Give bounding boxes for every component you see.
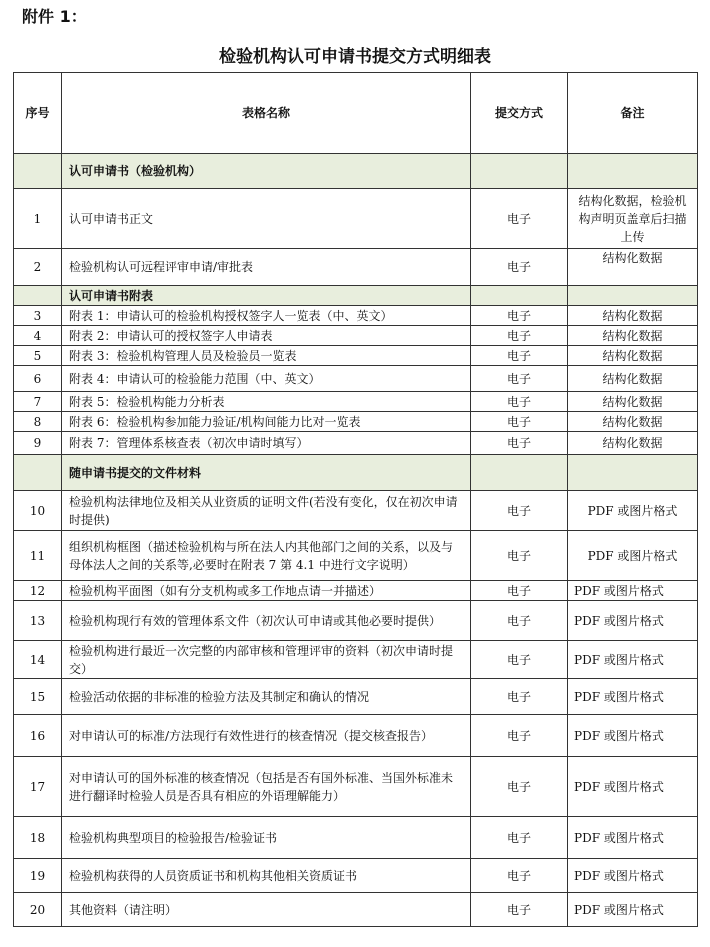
row-remark: 结构化数据 [568,392,698,412]
row-remark: 结构化数据 [568,306,698,326]
row-number: 9 [14,432,62,455]
table-row [14,346,698,366]
section-method-cell [471,286,568,306]
row-remark: PDF 或图片格式 [568,859,698,893]
row-form-name: 附表 5：检验机构能力分析表 [62,392,471,412]
row-form-name: 附表 6：检验机构参加能力验证/机构间能力比对一览表 [62,412,471,432]
row-form-name: 附表 1：申请认可的检验机构授权签字人一览表（中、英文） [62,306,471,326]
row-submission-method: 电子 [471,491,568,531]
row-remark: PDF 或图片格式 [568,581,698,601]
row-remark: 结构化数据 [568,432,698,455]
row-form-name: 附表 4：申请认可的检验能力范围（中、英文） [62,366,471,392]
row-remark: 结构化数据 [568,366,698,392]
row-submission-method: 电子 [471,412,568,432]
row-number: 11 [14,531,62,581]
table-row [14,817,698,859]
row-submission-method: 电子 [471,893,568,927]
row-number: 14 [14,641,62,679]
row-number: 7 [14,392,62,412]
row-number: 10 [14,491,62,531]
header-method: 提交方式 [471,73,568,154]
section-row [14,154,698,189]
section-remark-cell [568,286,698,306]
row-form-name: 检验机构进行最近一次完整的内部审核和管理评审的资料（初次申请时提交） [62,641,471,679]
table-row [14,715,698,757]
row-number: 3 [14,306,62,326]
table-row [14,306,698,326]
table-row [14,641,698,679]
row-remark: PDF 或图片格式 [568,893,698,927]
row-submission-method: 电子 [471,859,568,893]
row-submission-method: 电子 [471,641,568,679]
section-title: 随申请书提交的文件材料 [62,455,471,491]
row-number: 16 [14,715,62,757]
row-remark: 结构化数据 [568,346,698,366]
row-remark: PDF 或图片格式 [568,715,698,757]
table-row [14,531,698,581]
row-remark: PDF 或图片格式 [568,641,698,679]
header-row [14,73,698,154]
table-row [14,757,698,817]
section-title: 认可申请书（检验机构） [62,154,471,189]
row-remark: PDF 或图片格式 [568,817,698,859]
row-remark: 结构化数据 [568,412,698,432]
section-no-cell [14,286,62,306]
page-title: 检验机构认可申请书提交方式明细表 [219,47,491,67]
row-number: 4 [14,326,62,346]
row-submission-method: 电子 [471,757,568,817]
row-number: 18 [14,817,62,859]
row-form-name: 附表 2：申请认可的授权签字人申请表 [62,326,471,346]
table-row [14,581,698,601]
row-number: 17 [14,757,62,817]
row-form-name: 检验活动依据的非标准的检验方法及其制定和确认的情况 [62,679,471,715]
row-remark: PDF 或图片格式 [568,679,698,715]
row-number: 6 [14,366,62,392]
section-no-cell [14,455,62,491]
row-submission-method: 电子 [471,392,568,412]
table-row [14,189,698,249]
row-number: 2 [14,249,62,286]
row-submission-method: 电子 [471,189,568,249]
header-remark: 备注 [568,73,698,154]
section-row [14,286,698,306]
row-number: 12 [14,581,62,601]
table-row [14,249,698,286]
row-form-name: 检验机构获得的人员资质证书和机构其他相关资质证书 [62,859,471,893]
table-row [14,366,698,392]
row-remark: PDF 或图片格式 [568,601,698,641]
annex-label: 附件 1： [22,7,87,26]
table-row [14,601,698,641]
section-method-cell [471,154,568,189]
row-submission-method: 电子 [471,715,568,757]
section-title: 认可申请书附表 [62,286,471,306]
section-row [14,455,698,491]
row-form-name: 检验机构认可远程评审申请/审批表 [62,249,471,286]
row-number: 1 [14,189,62,249]
table-row [14,412,698,432]
row-number: 15 [14,679,62,715]
table-row [14,326,698,346]
section-remark-cell [568,455,698,491]
row-submission-method: 电子 [471,326,568,346]
row-form-name: 检验机构典型项目的检验报告/检验证书 [62,817,471,859]
row-number: 5 [14,346,62,366]
row-form-name: 其他资料（请注明） [62,893,471,927]
row-submission-method: 电子 [471,531,568,581]
row-number: 20 [14,893,62,927]
row-submission-method: 电子 [471,679,568,715]
row-number: 13 [14,601,62,641]
row-remark: PDF 或图片格式 [568,491,698,531]
row-form-name: 组织机构框图（描述检验机构与所在法人内其他部门之间的关系，以及与母体法人之间的关系等,必要时在附表 7 第 4.1 中进行文字说明） [62,531,471,581]
row-submission-method: 电子 [471,346,568,366]
header-no: 序号 [14,73,62,154]
row-form-name: 附表 3：检验机构管理人员及检验员一览表 [62,346,471,366]
row-submission-method: 电子 [471,432,568,455]
row-submission-method: 电子 [471,249,568,286]
table-row [14,432,698,455]
row-remark: 结构化数据 [568,249,698,286]
row-remark: PDF 或图片格式 [568,757,698,817]
row-form-name: 检验机构现行有效的管理体系文件（初次认可申请或其他必要时提供） [62,601,471,641]
row-submission-method: 电子 [471,581,568,601]
row-number: 19 [14,859,62,893]
table-row [14,859,698,893]
row-remark: PDF 或图片格式 [568,531,698,581]
submission-table [13,72,698,927]
row-submission-method: 电子 [471,366,568,392]
section-remark-cell [568,154,698,189]
row-submission-method: 电子 [471,601,568,641]
row-submission-method: 电子 [471,817,568,859]
row-remark: 结构化数据 [568,326,698,346]
row-form-name: 检验机构平面图（如有分支机构或多工作地点请一并描述） [62,581,471,601]
row-form-name: 认可申请书正文 [62,189,471,249]
row-form-name: 检验机构法律地位及相关从业资质的证明文件(若没有变化，仅在初次申请时提供) [62,491,471,531]
header-name: 表格名称 [62,73,471,154]
row-submission-method: 电子 [471,306,568,326]
section-no-cell [14,154,62,189]
table-row [14,392,698,412]
row-remark: 结构化数据，检验机构声明页盖章后扫描上传 [568,189,698,249]
row-form-name: 附表 7：管理体系核查表（初次申请时填写） [62,432,471,455]
table-row [14,679,698,715]
table-row [14,893,698,927]
section-method-cell [471,455,568,491]
row-form-name: 对申请认可的标准/方法现行有效性进行的核查情况（提交核查报告） [62,715,471,757]
row-form-name: 对申请认可的国外标准的核查情况（包括是否有国外标准、当国外标准未进行翻译时检验人员是否具有相应的外语理解能力） [62,757,471,817]
row-number: 8 [14,412,62,432]
table-row [14,491,698,531]
